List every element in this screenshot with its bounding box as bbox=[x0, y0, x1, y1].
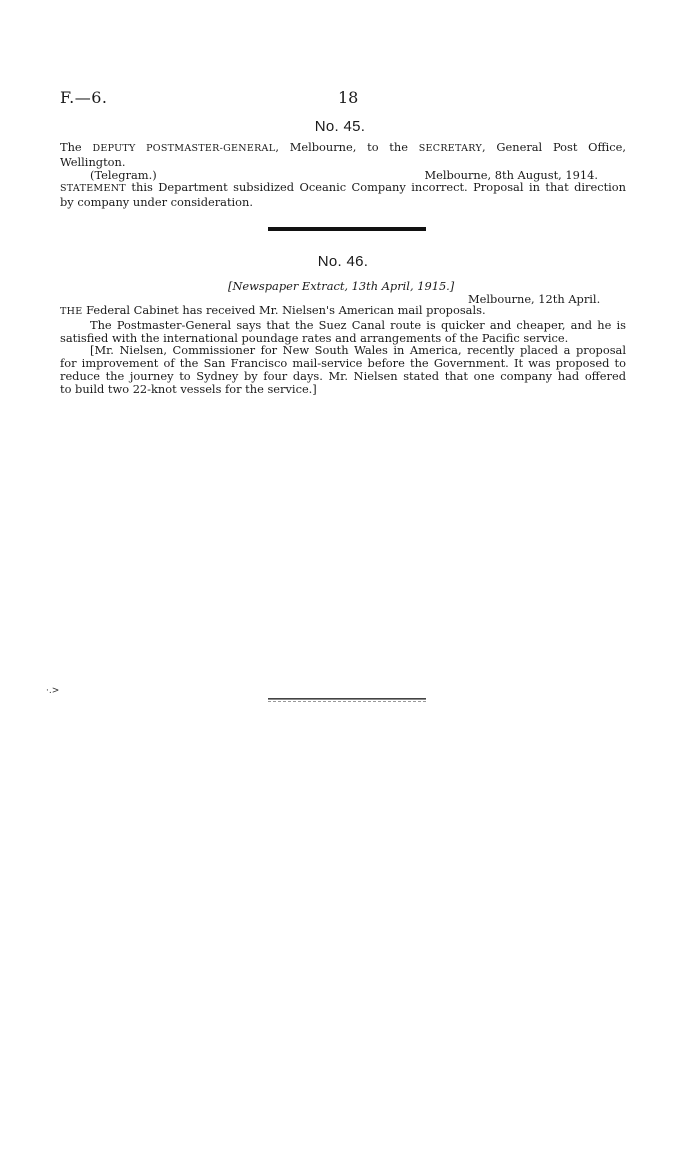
section-46-para3-line4: to build two 22-knot vessels for the service.] bbox=[60, 381, 317, 396]
section-46-para3-line2: for improvement of the San Francisco mail-service before the Government. It was proposed to bbox=[60, 356, 626, 371]
para1-lead-word: THE bbox=[60, 306, 83, 317]
stray-print-mark: ·.> bbox=[46, 686, 60, 696]
section-46-para3-line3: reduce the journey to Sydney by four days. Mr. Nielsen stated that one company had offered bbox=[60, 368, 626, 383]
section-45-date: Melbourne, 8th August, 1914. bbox=[424, 167, 598, 182]
page-number: 18 bbox=[338, 88, 359, 107]
section-45-body bbox=[60, 141, 626, 209]
section-46-source: [Newspaper Extract, 13th April, 1915.] bbox=[228, 279, 455, 293]
statement-lead-word: STATEMENT bbox=[60, 183, 126, 195]
section-45-title: No. 45. bbox=[314, 118, 366, 135]
address-to-title: SECRETARY bbox=[418, 143, 483, 154]
section-divider-rule bbox=[268, 227, 426, 231]
section-45-address-line bbox=[60, 141, 626, 169]
para1-text: Federal Cabinet has received Mr. Nielsen's American mail proposals. bbox=[86, 303, 486, 317]
address-from-rest: , Melbourne, to the bbox=[275, 140, 408, 154]
document-code: F.—6. bbox=[60, 88, 108, 107]
telegram-note: (Telegram.) bbox=[90, 167, 157, 182]
section-46-date: Melbourne, 12th April. bbox=[468, 292, 601, 306]
section-46-body bbox=[60, 304, 626, 396]
section-46-para3-line1: [Mr. Nielsen, Commissioner for New South Wales in America, recently placed a proposal bbox=[90, 343, 626, 358]
address-from-label: The bbox=[60, 140, 82, 154]
address-to-rest: , General Post Office, Wellington. bbox=[60, 140, 626, 169]
section-46-para2-line1: The Postmaster-General says that the Suez Canal route is quicker and cheaper, and he is bbox=[90, 317, 626, 332]
address-from-title: DEPUTY POSTMASTER-GENERAL bbox=[92, 143, 276, 154]
section-45-body-text: this Department subsidized Oceanic Company incorrect. Proposal in that direction bbox=[131, 180, 627, 195]
section-46-para1 bbox=[60, 304, 626, 319]
section-45-body-line1 bbox=[60, 181, 626, 196]
section-46-para2-line2: satisfied with the international poundage rates and arrangements of the Pacific service. bbox=[60, 330, 569, 345]
section-46-title: No. 46. bbox=[317, 253, 369, 270]
end-rule bbox=[268, 698, 426, 700]
section-45-body-line2: by company under consideration. bbox=[60, 195, 253, 210]
